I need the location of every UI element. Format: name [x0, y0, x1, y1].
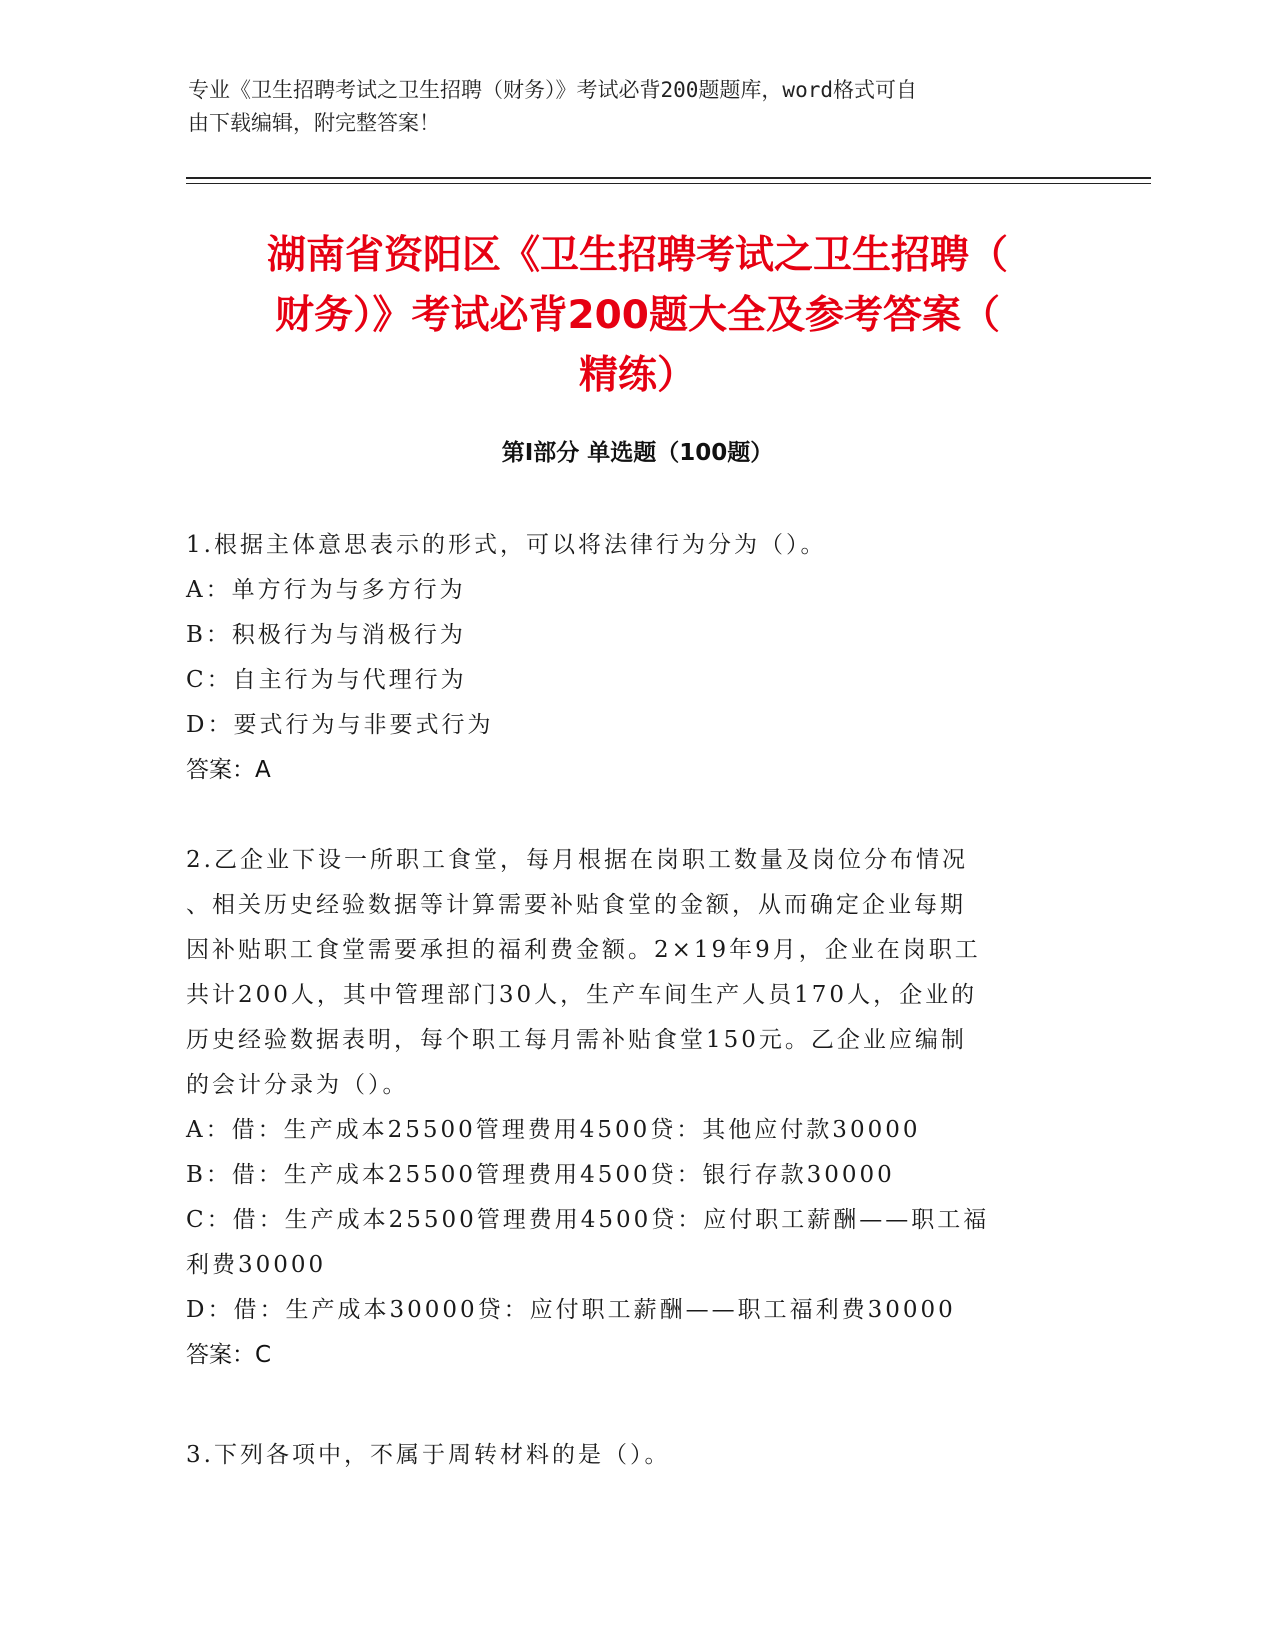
question-stem: 历史经验数据表明，每个职工每月需补贴食堂150元。乙企业应编制 [186, 1027, 967, 1053]
question-stem: 的会计分录为（）。 [186, 1072, 409, 1098]
header-note [188, 74, 1068, 140]
question-1 [186, 523, 1086, 793]
header-note-line: 由下载编辑，附完整答案！ [188, 111, 440, 135]
option-d: D：要式行为与非要式行为 [186, 712, 494, 738]
option-a: A：单方行为与多方行为 [186, 577, 466, 603]
option-c: C：借：生产成本25500管理费用4500贷：应付职工薪酬——职工福 [186, 1207, 990, 1233]
question-stem: 共计200人，其中管理部门30人，生产车间生产人员170人，企业的 [186, 982, 978, 1008]
question-stem: 3.下列各项中，不属于周转材料的是（）。 [186, 1442, 671, 1468]
option-a: A：借：生产成本25500管理费用4500贷：其他应付款30000 [186, 1117, 921, 1143]
answer: 答案：A [186, 757, 271, 783]
question-stem: 因补贴职工食堂需要承担的福利费金额。2×19年9月，企业在岗职工 [186, 937, 981, 963]
question-2 [186, 838, 1086, 1378]
question-stem: 、相关历史经验数据等计算需要补贴食堂的金额，从而确定企业每期 [186, 892, 966, 918]
section-title: 第I部分 单选题（100题） [501, 440, 774, 466]
question-3 [186, 1433, 1086, 1478]
answer: 答案：C [186, 1342, 272, 1368]
document-title-line: 财务）》考试必背200题大全及参考答案（ [275, 293, 1000, 338]
header-divider-thin [186, 183, 1151, 184]
document-title-line: 湖南省资阳区《卫生招聘考试之卫生招聘（ [266, 233, 1008, 278]
option-d: D：借：生产成本30000贷：应付职工薪酬——职工福利费30000 [186, 1297, 956, 1323]
question-stem: 1.根据主体意思表示的形式，可以将法律行为分为（）。 [186, 532, 827, 558]
option-b: B：借：生产成本25500管理费用4500贷：银行存款30000 [186, 1162, 895, 1188]
header-divider-thick [186, 177, 1151, 179]
question-stem: 2.乙企业下设一所职工食堂，每月根据在岗职工数量及岗位分布情况 [186, 847, 968, 873]
option-c-continued: 利费30000 [186, 1252, 327, 1278]
document-title-line: 精练） [578, 353, 696, 398]
header-note-line: 专业《卫生招聘考试之卫生招聘（财务）》考试必背200题题库，word格式可自 [188, 78, 917, 102]
option-b: B：积极行为与消极行为 [186, 622, 466, 648]
document-title [170, 226, 1105, 406]
option-c: C：自主行为与代理行为 [186, 667, 467, 693]
